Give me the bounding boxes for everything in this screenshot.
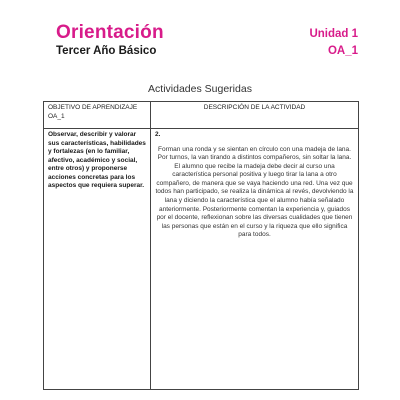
unit-label: Unidad 1 <box>309 28 358 40</box>
oa-code-label: OA_1 <box>327 45 358 57</box>
grade-subtitle: Tercer Año Básico <box>56 45 157 57</box>
table-header-row <box>44 102 359 129</box>
activity-table <box>43 101 359 390</box>
activity-column-header: DESCRIPCIÓN DE LA ACTIVIDAD <box>151 102 359 129</box>
objective-column-header: OBJETIVO DE APRENDIZAJE OA_1 <box>44 102 151 129</box>
objective-cell <box>44 129 151 390</box>
page-title: Orientación <box>56 22 164 43</box>
objective-text: Observar, describir y valorar sus características, habilidades y fortalezas (en lo familiar, afectivo, académico y social, entre otros) y proponerse acciones concretas para los aspectos que requiera superar. <box>48 131 146 190</box>
activity-cell <box>151 129 359 390</box>
section-title: Actividades Sugeridas <box>148 83 252 95</box>
activity-description: Forman una ronda y se sientan en círculo con una madeja de lana. Por turnos, la van tirando a distintos compañeros, sin soltar la lana. El alumno que recibe la madeja debe decir al curso una característica personal positiva y luego tirar la lana a otro compañero, de manera que se vaya haciendo una red. Una vez que todos han participado, se realiza la dinámica al revés, devolviendo la lana y diciendo la característica que el alumno había señalado anteriormente. Posteriormente comentan la experiencia y, guiados por el docente, reflexionan sobre las diversas cualidades que tienen las personas que están en el curso y la riqueza que ello significa para todos. <box>155 145 354 239</box>
table-row <box>44 129 359 390</box>
activity-number: 2. <box>155 131 161 138</box>
